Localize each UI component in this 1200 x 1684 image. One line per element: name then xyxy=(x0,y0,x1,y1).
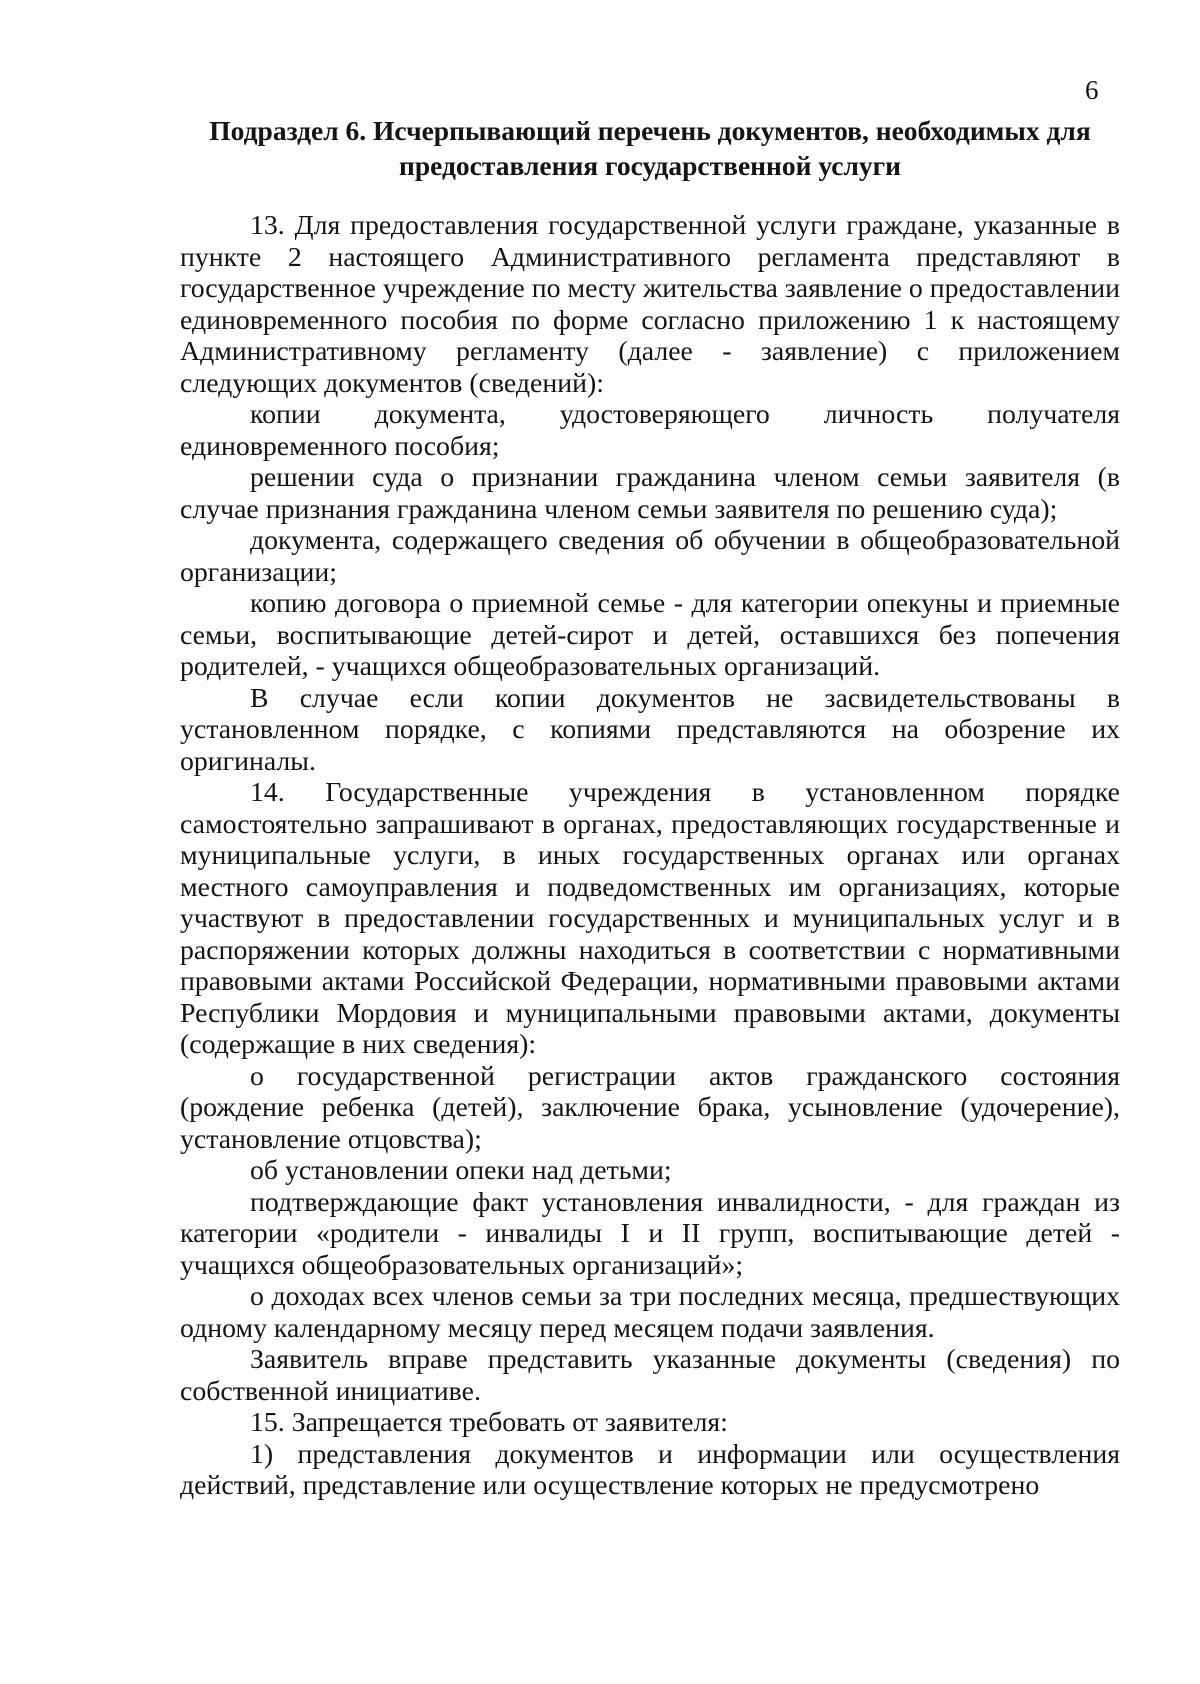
list-item-15-1: 1) представления документов и информации или осуществления действий, представление или осуществление которых не предусмотрено xyxy=(180,1438,1120,1501)
paragraph-14: 14. Государственные учреждения в установленном порядке самостоятельно запрашивают в органах, предоставляющих государственные и муниципальные услуги, в иных государственных органах или органах местного самоуправления и подведомственных им организациях, которые участвуют в предоставлении государственных и муниципальных услуг и в распоряжении которых должны находиться в соответствии с нормативными правовыми актами Российской Федерации, нормативными правовыми актами Республики Мордовия и муниципальными правовыми актами, документы (содержащие в них сведения): xyxy=(180,777,1120,1060)
paragraph-copies-note: В случае если копии документов не засвидетельствованы в установленном порядке, с копиями представляются на обозрение их оригиналы. xyxy=(180,682,1120,777)
paragraph-15: 15. Запрещается требовать от заявителя: xyxy=(250,1407,728,1438)
paragraph-own-initiative: Заявитель вправе представить указанные документы (сведения) по собственной инициативе. xyxy=(180,1344,1120,1407)
list-item-guardianship: об установлении опеки над детьми; xyxy=(250,1155,672,1186)
section-heading-line-2: предоставления государственной услуги xyxy=(399,150,901,181)
list-item-identity-document: копии документа, удостоверяющего личность получателя единовременного пособия; xyxy=(180,399,1120,462)
list-item-foster-family-contract: копию договора о приемной семье - для категории опекуны и приемные семьи, воспитывающие детей-сирот и детей, оставшихся без попечения родителей, - учащихся общеобразовательных организаций. xyxy=(180,588,1120,682)
section-heading-line-1: Подраздел 6. Исчерпывающий перечень документов, необходимых для xyxy=(209,115,1091,146)
list-item-education-document: документа, содержащего сведения об обучении в общеобразовательной организации; xyxy=(180,525,1120,588)
document-body xyxy=(180,210,1120,1502)
list-item-disability: подтверждающие факт установления инвалидности, - для граждан из категории «родители - инвалиды I и II групп, воспитывающие детей - учащихся общеобразовательных организаций»; xyxy=(180,1186,1120,1281)
section-heading xyxy=(190,113,1110,183)
paragraph-13: 13. Для предоставления государственной услуги граждане, указанные в пункте 2 настоящего Административного регламента представляют в государственное учреждение по месту жительства заявление о предоставлении единовременного пособия по форме согласно приложению 1 к настоящему Административному регламенту (далее - заявление) с приложением следующих документов (сведений): xyxy=(180,210,1120,399)
list-item-family-income: о доходах всех членов семьи за три последних месяца, предшествующих одному календарному месяцу перед месяцем подачи заявления. xyxy=(180,1281,1120,1344)
list-item-civil-registration: о государственной регистрации актов гражданского состояния (рождение ребенка (детей), заключение брака, усыновление (удочерение), установление отцовства); xyxy=(180,1060,1120,1155)
page-number: 6 xyxy=(1085,75,1099,105)
list-item-court-decision: решении суда о признании гражданина членом семьи заявителя (в случае признания гражданина членом семьи заявителя по решению суда); xyxy=(180,462,1120,525)
